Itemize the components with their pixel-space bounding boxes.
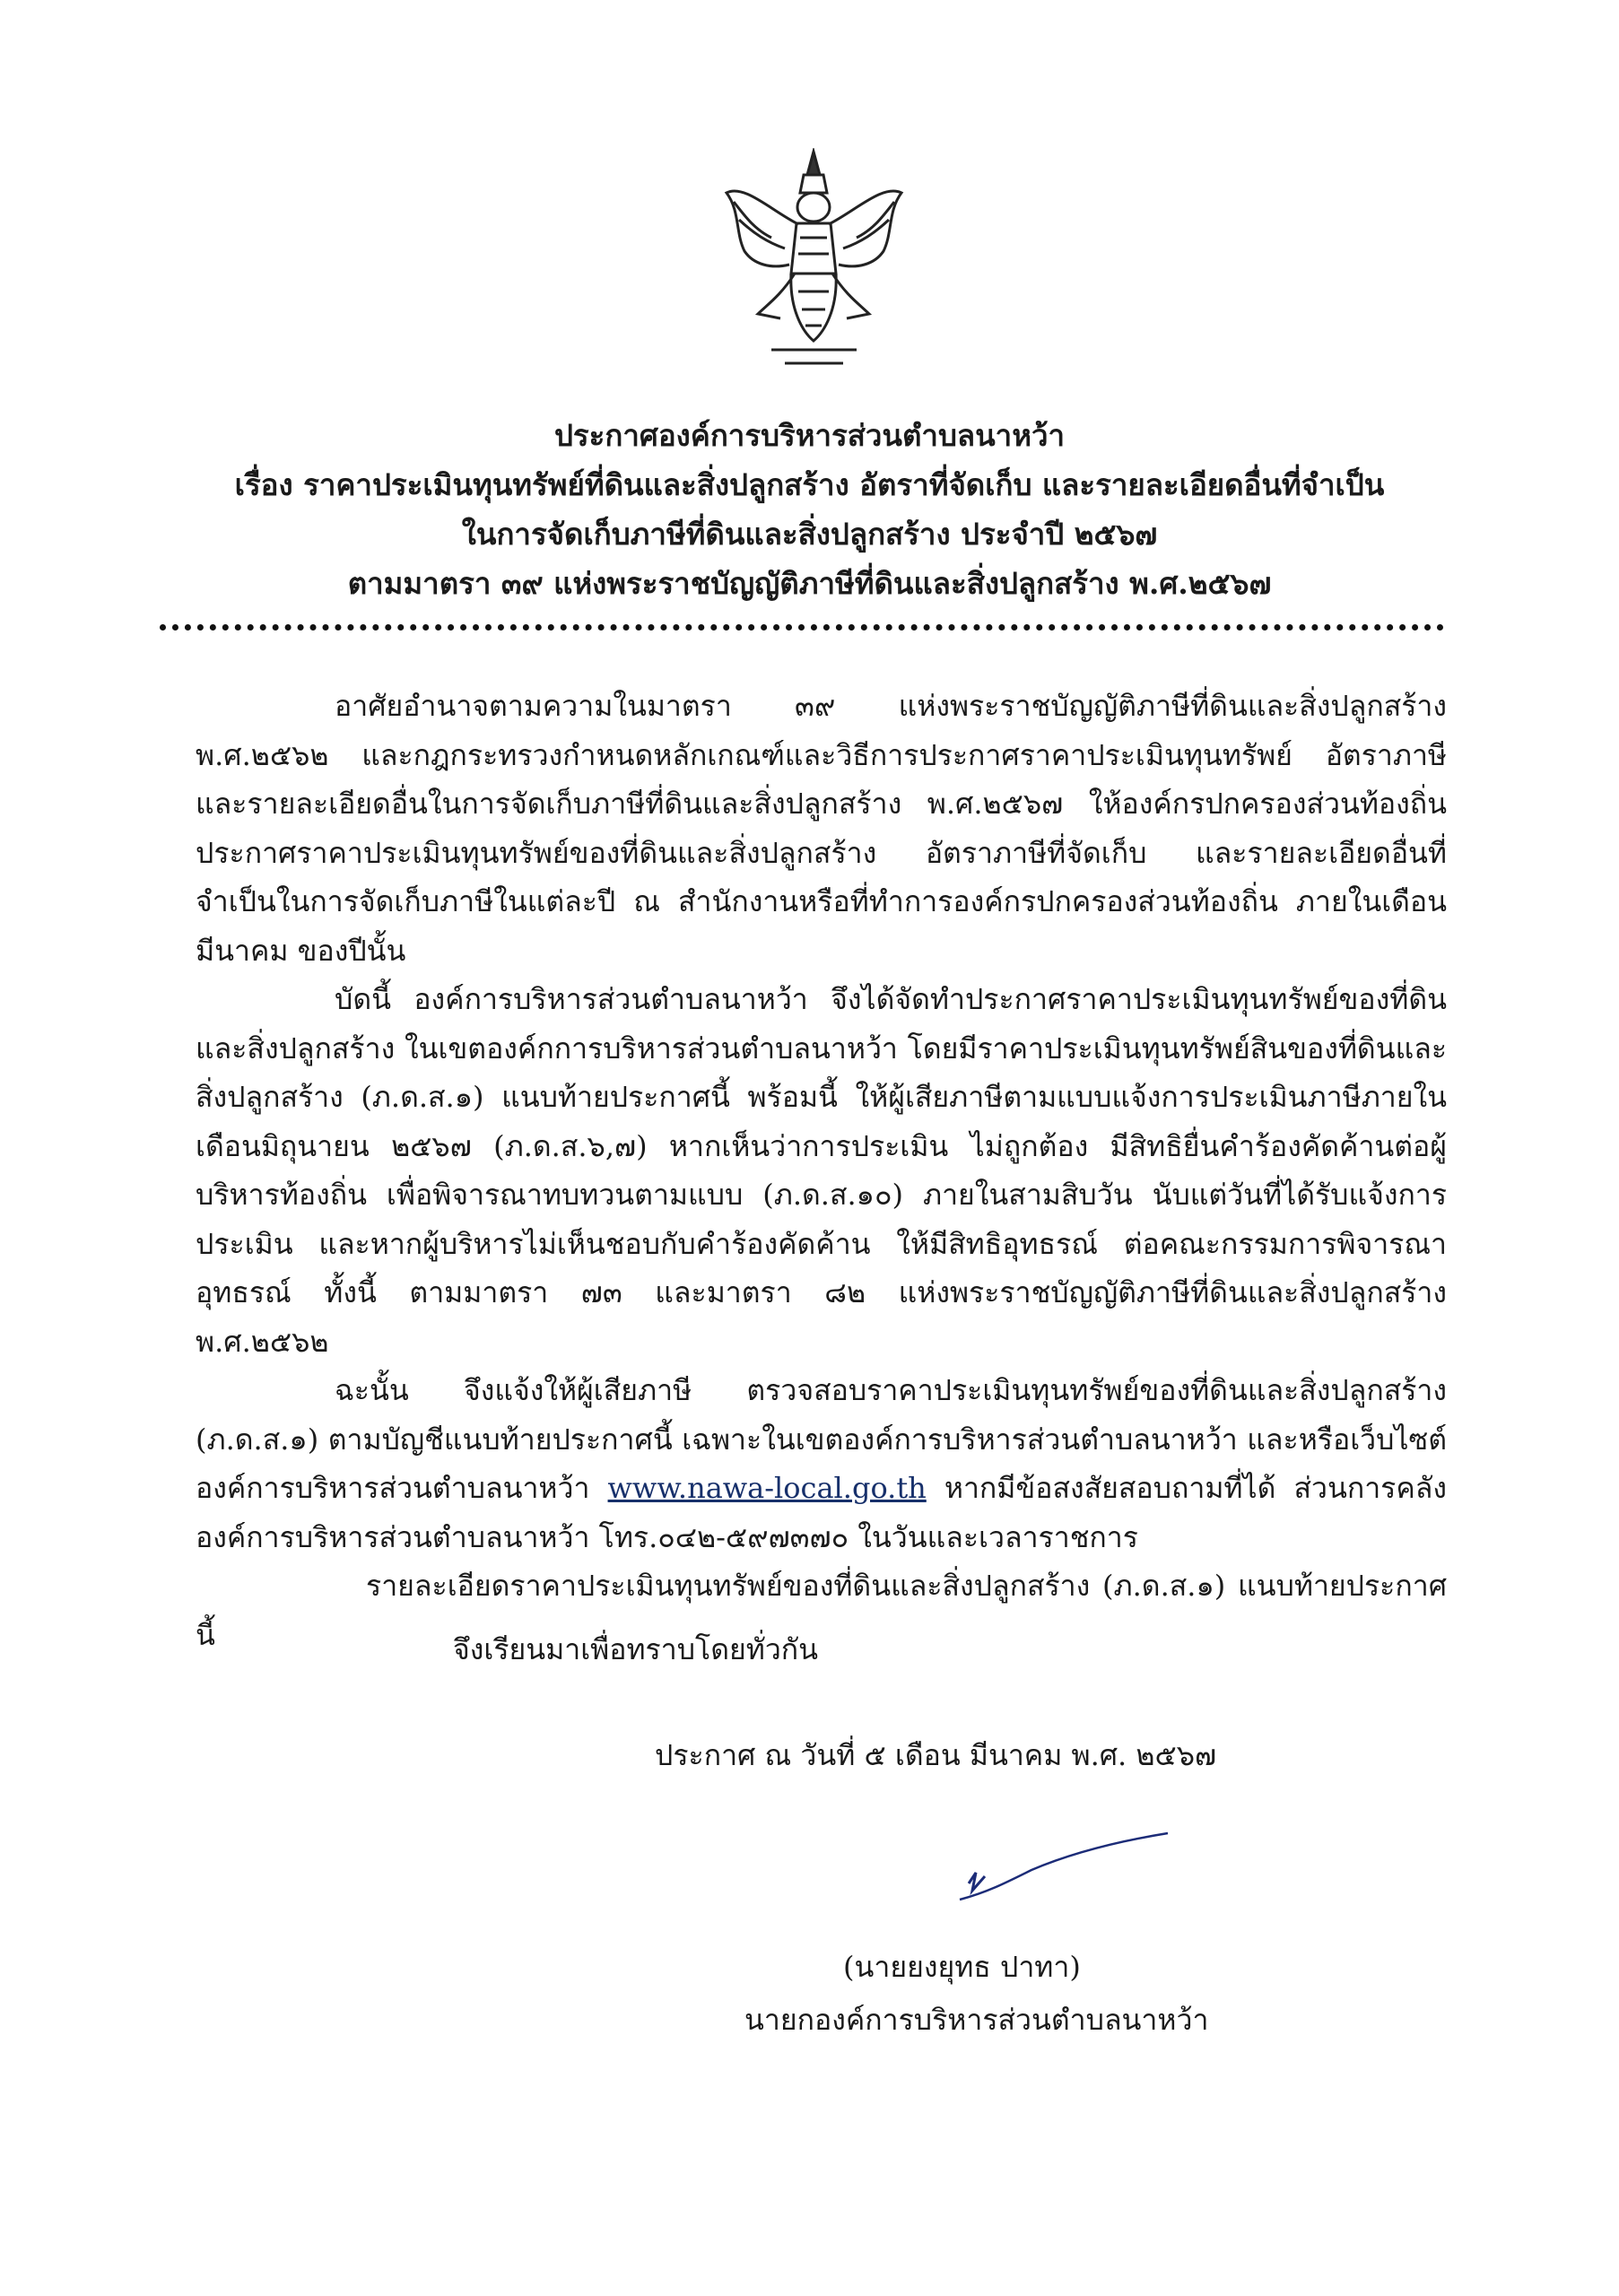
heading-authority: ตามมาตรา ๓๙ แห่งพระราชบัญญัติภาษีที่ดินและสิ่งปลูกสร้าง พ.ศ.๒๕๖๗: [347, 566, 1272, 601]
p3-text-before: ฉะนั้น จึงแจ้งให้ผู้เสียภาษี ตรวจสอบราคาประเมินทุนทรัพย์ของที่ดินและสิ่งปลูกสร้าง (ภ.ด.ส.๑) ตามบัญชีแนบท้ายประกาศนี้ เฉพาะในเขตองค์การบริหารส่วนตำบลนาหว้า และหรือเว็บไซต์องค์การบริหารส่วนตำบลนาหว้า: [196, 1373, 1447, 1505]
announcement-body: [196, 682, 1447, 1659]
closing-line: จึงเรียนมาเพื่อทราบโดยทั่วกัน: [453, 1632, 819, 1666]
garuda-emblem-icon: [718, 148, 910, 372]
body-paragraph-4: รายละเอียดราคาประเมินทุนทรัพย์ของที่ดินและสิ่งปลูกสร้าง (ภ.ด.ส.๑) แนบท้ายประกาศนี้: [196, 1569, 1447, 1652]
heading-subject: เรื่อง ราคาประเมินทุนทรัพย์ที่ดินและสิ่งปลูกสร้าง อัตราที่จัดเก็บ และรายละเอียดอื่นที่จำเป็น: [234, 467, 1385, 502]
website-link[interactable]: www.nawa-local.go.th: [607, 1471, 927, 1505]
heading-org: ประกาศองค์การบริหารส่วนตำบลนาหว้า: [553, 418, 1066, 453]
handwritten-signature: [933, 1830, 1175, 1928]
body-paragraph-2: บัดนี้ องค์การบริหารส่วนตำบลนาหว้า จึงได้จัดทำประกาศราคาประเมินทุนทรัพย์ของที่ดินและสิ่งปลูกสร้าง ในเขตองค์กการบริหารส่วนตำบลนาหว้า โดยมีราคาประเมินทุนทรัพย์สินของที่ดินและสิ่งปลูกสร้าง (ภ.ด.ส.๑) แนบท้ายประกาศนี้ พร้อมนี้ ให้ผู้เสียภาษีตามแบบแจ้งการประเมินภาษีภายในเดือนมิถุนายน ๒๕๖๗ (ภ.ด.ส.๖,๗) หากเห็นว่าการประเมิน ไม่ถูกต้อง มีสิทธิยื่นคำร้องคัดค้านต่อผู้บริหารท้องถิ่น เพื่อพิจารณาทบทวนตามแบบ (ภ.ด.ส.๑๐) ภายในสามสิบวัน นับแต่วันที่ได้รับแจ้งการประเมิน และหากผู้บริหารไม่เห็นชอบกับคำร้องคัดค้าน ให้มีสิทธิอุทธรณ์ ต่อคณะกรรมการพิจารณาอุทธรณ์ ทั้งนี้ ตามมาตรา ๗๓ และมาตรา ๘๒ แห่งพระราชบัญญัติภาษีที่ดินและสิ่งปลูกสร้าง พ.ศ.๒๕๖๒: [196, 982, 1447, 1359]
signer-title: นายกองค์การบริหารส่วนตำบลนาหว้า: [744, 2003, 1209, 2037]
dotted-divider: [160, 624, 1444, 631]
body-paragraph-1: อาศัยอำนาจตามความในมาตรา ๓๙ แห่งพระราชบัญญัติภาษีที่ดินและสิ่งปลูกสร้าง พ.ศ.๒๕๖๒ และกฎกระทรวงกำหนดหลักเกณฑ์และวิธีการประกาศราคาประเมินทุนทรัพย์ อัตราภาษีและรายละเอียดอื่นในการจัดเก็บภาษีที่ดินและสิ่งปลูกสร้าง พ.ศ.๒๕๖๗ ให้องค์กรปกครองส่วนท้องถิ่น ประกาศราคาประเมินทุนทรัพย์ของที่ดินและสิ่งปลูกสร้าง อัตราภาษีที่จัดเก็บ และรายละเอียดอื่นที่จำเป็นในการจัดเก็บภาษีในแต่ละปี ณ สำนักงานหรือที่ทำการองค์กรปกครองส่วนท้องถิ่น ภายในเดือนมีนาคม ของปีนั้น: [196, 689, 1447, 968]
announcement-heading: [152, 411, 1467, 608]
announcement-date: ประกาศ ณ วันที่ ๕ เดือน มีนาคม พ.ศ. ๒๕๖๗: [655, 1738, 1217, 1772]
p3-text-after: หากมีข้อสงสัยสอบถามที่ได้ ส่วนการคลัง องค์การบริหารส่วนตำบลนาหว้า โทร.๐๔๒-๕๙๗๓๗๐ ในวันและเวลาราชการ: [196, 1471, 1448, 1554]
body-paragraph-3: [196, 1366, 1447, 1561]
signer-name: (นายยงยุทธ ปาทา): [843, 1950, 1081, 1984]
heading-subject-cont: ในการจัดเก็บภาษีที่ดินและสิ่งปลูกสร้าง ประจำปี ๒๕๖๗: [461, 517, 1158, 552]
